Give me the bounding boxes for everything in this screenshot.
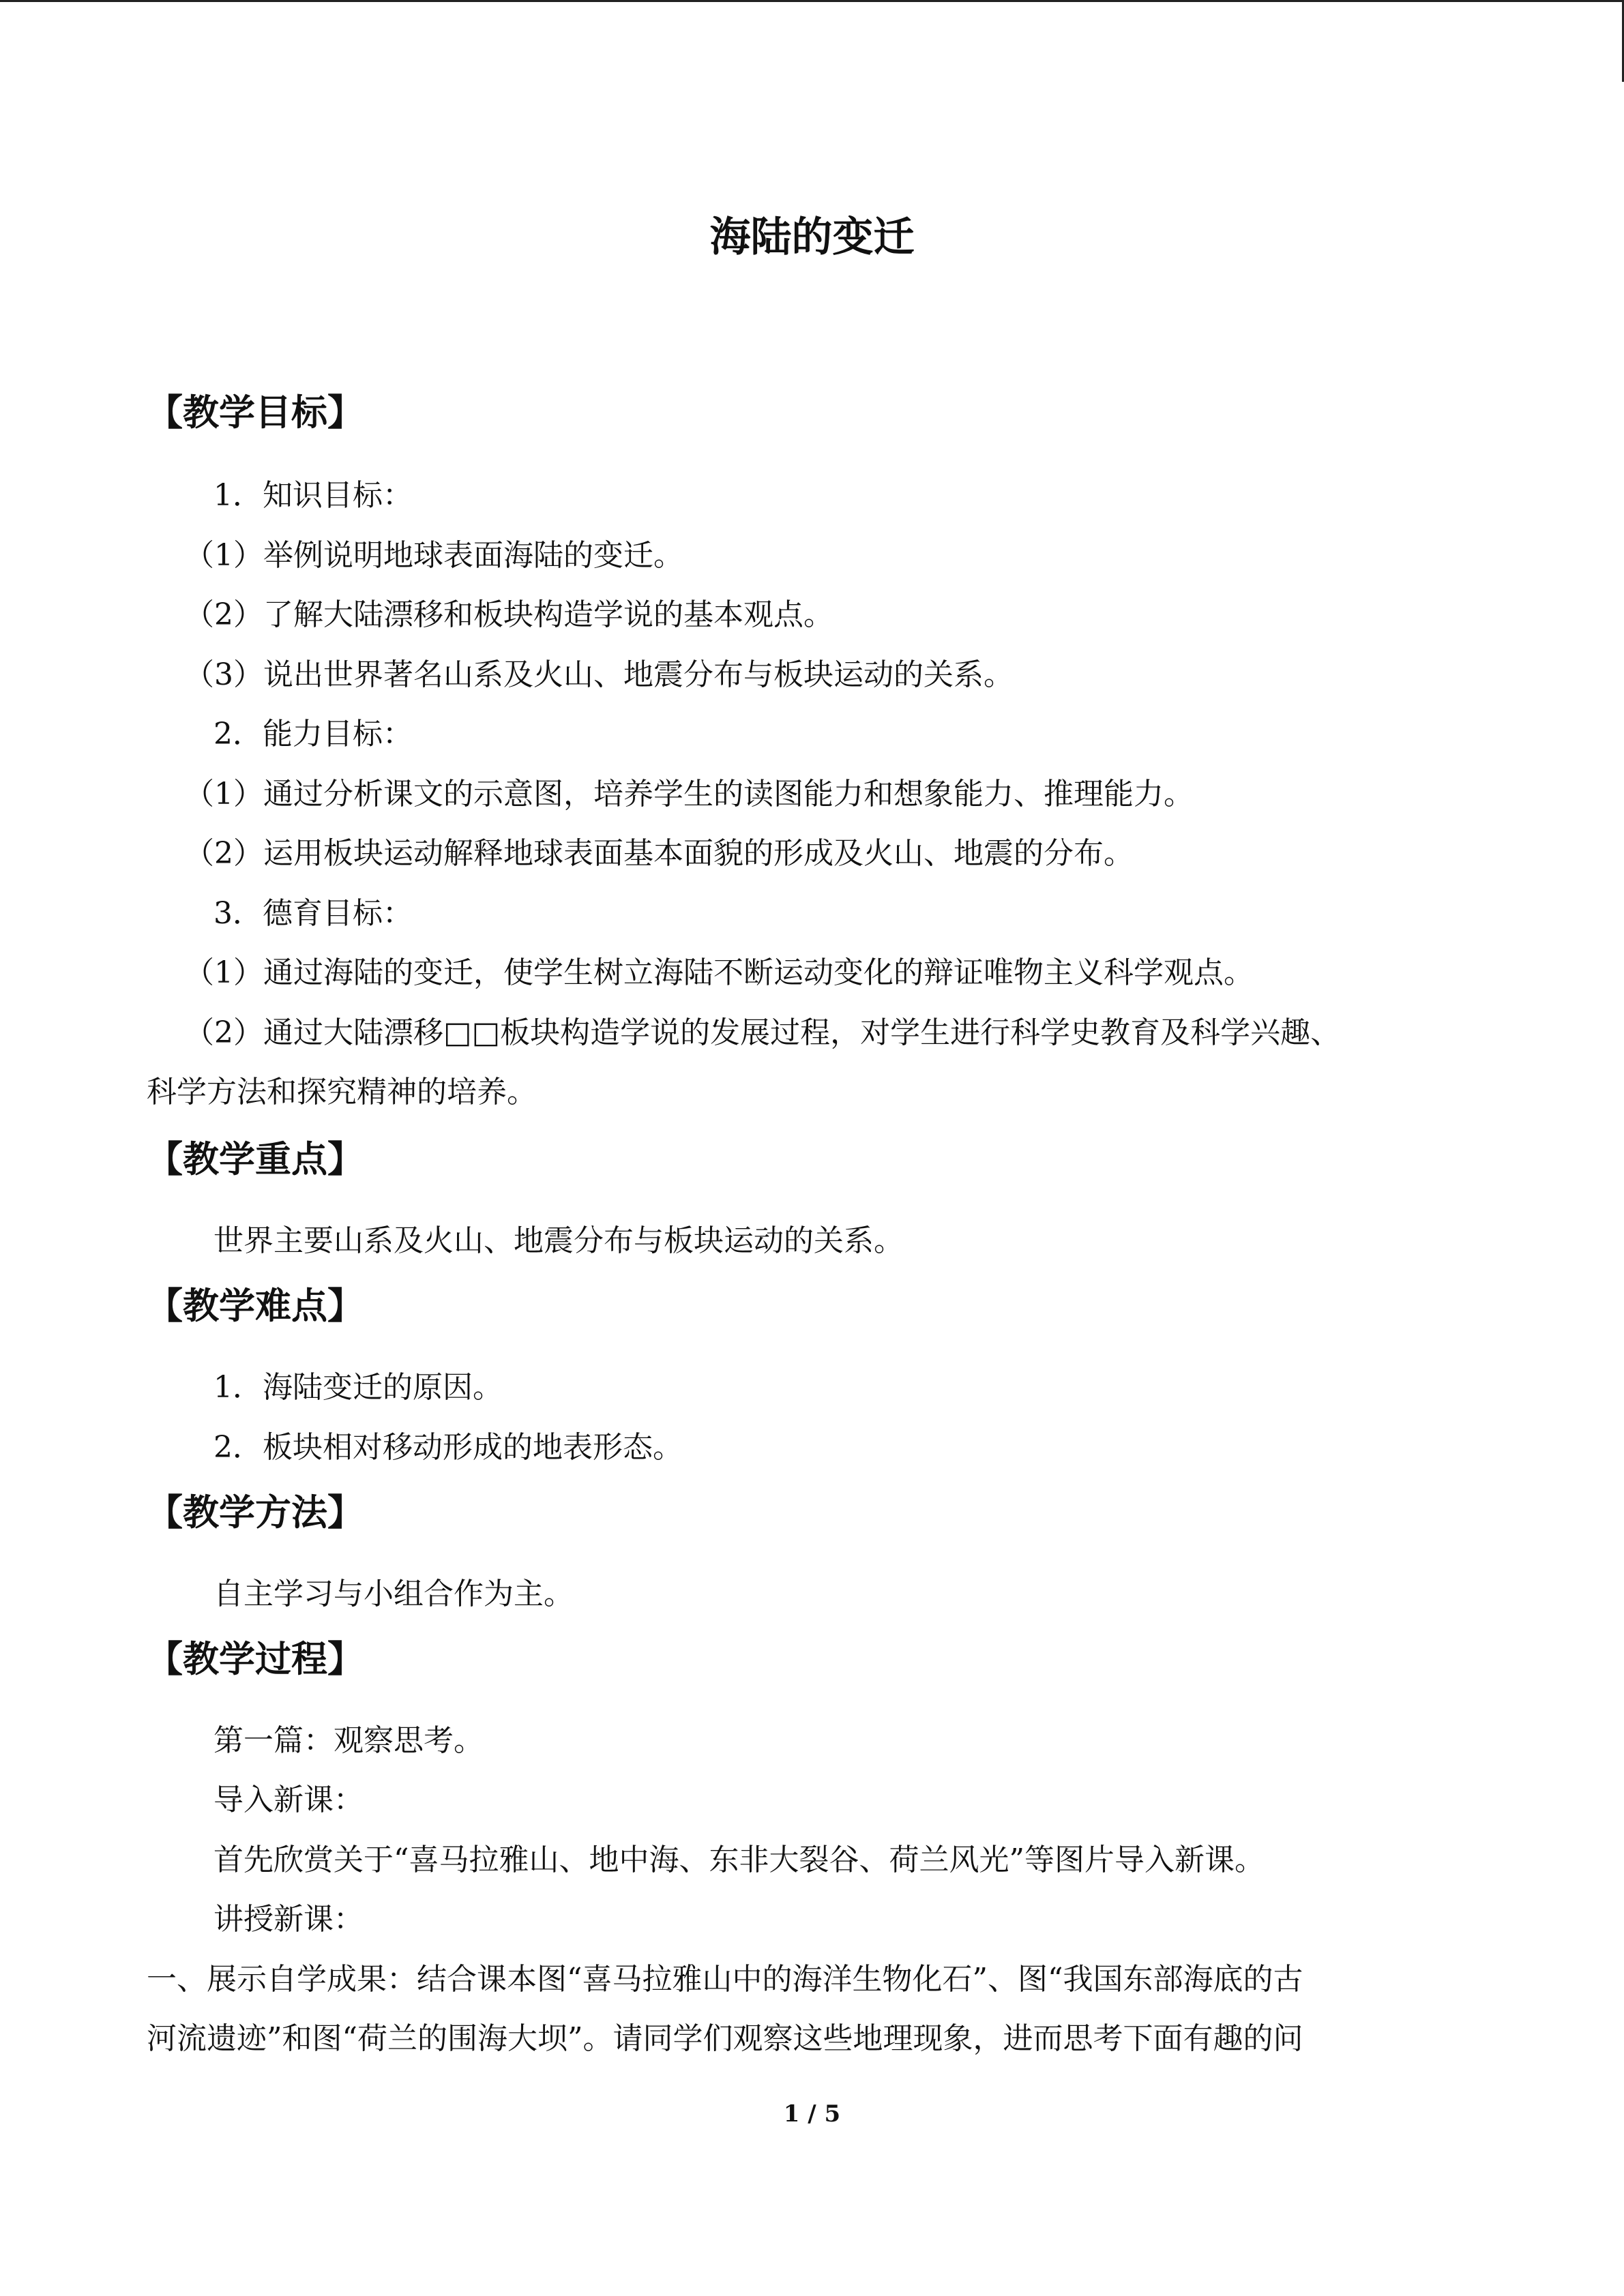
- process-line: 首先欣赏关于“喜马拉雅山、地中海、东非大裂谷、荷兰风光”等图片导入新课。: [213, 1843, 1265, 1877]
- difficulty-line: 2．板块相对移动形成的地表形态。: [213, 1430, 683, 1465]
- section-heading-methods: 【教学方法】: [147, 1491, 364, 1534]
- method-line: 自主学习与小组合作为主。: [213, 1577, 574, 1611]
- goal-line: （1）通过海陆的变迁，使学生树立海陆不断运动变化的辩证唯物主义科学观点。: [184, 955, 1254, 990]
- goal-line: （1）通过分析课文的示意图，培养学生的读图能力和想象能力、推理能力。: [184, 777, 1194, 811]
- section-heading-process: 【教学过程】: [147, 1638, 364, 1680]
- process-line: 讲授新课：: [213, 1902, 364, 1937]
- process-line: 第一篇：观察思考。: [213, 1723, 484, 1758]
- process-line: 一、展示自学成果：结合课本图“喜马拉雅山中的海洋生物化石”、图“我国东部海底的古: [147, 1962, 1303, 1997]
- page-title: 海陆的变迁: [709, 213, 915, 261]
- process-line: 导入新课：: [213, 1783, 364, 1817]
- goal-line: 科学方法和探究精神的培养。: [147, 1075, 537, 1109]
- page-number: 1 / 5: [783, 2100, 841, 2128]
- goal-line: （2）了解大陆漂移和板块构造学说的基本观点。: [184, 597, 833, 632]
- goal-line: 1．知识目标：: [213, 478, 413, 513]
- section-heading-goals: 【教学目标】: [147, 391, 364, 434]
- section-heading-difficulties: 【教学难点】: [147, 1285, 364, 1327]
- key-point-line: 世界主要山系及火山、地震分布与板块运动的关系。: [213, 1223, 904, 1258]
- top-border-line: [0, 0, 1624, 2]
- goal-line: 2．能力目标：: [213, 717, 413, 751]
- goal-line: （2）运用板块运动解释地球表面基本面貌的形成及火山、地震的分布。: [184, 836, 1134, 871]
- process-line: 河流遗迹”和图“荷兰的围海大坝”。请同学们观察这些地理现象，进而思考下面有趣的问: [147, 2021, 1303, 2056]
- section-heading-key-points: 【教学重点】: [147, 1138, 364, 1180]
- goal-line: 3．德育目标：: [213, 896, 413, 931]
- difficulty-line: 1．海陆变迁的原因。: [213, 1370, 503, 1405]
- goal-line: （3）说出世界著名山系及火山、地震分布与板块运动的关系。: [184, 657, 1014, 692]
- goal-line: （1）举例说明地球表面海陆的变迁。: [184, 538, 683, 573]
- goal-line: （2）通过大陆漂移□□板块构造学说的发展过程，对学生进行科学史教育及科学兴趣、: [184, 1015, 1341, 1050]
